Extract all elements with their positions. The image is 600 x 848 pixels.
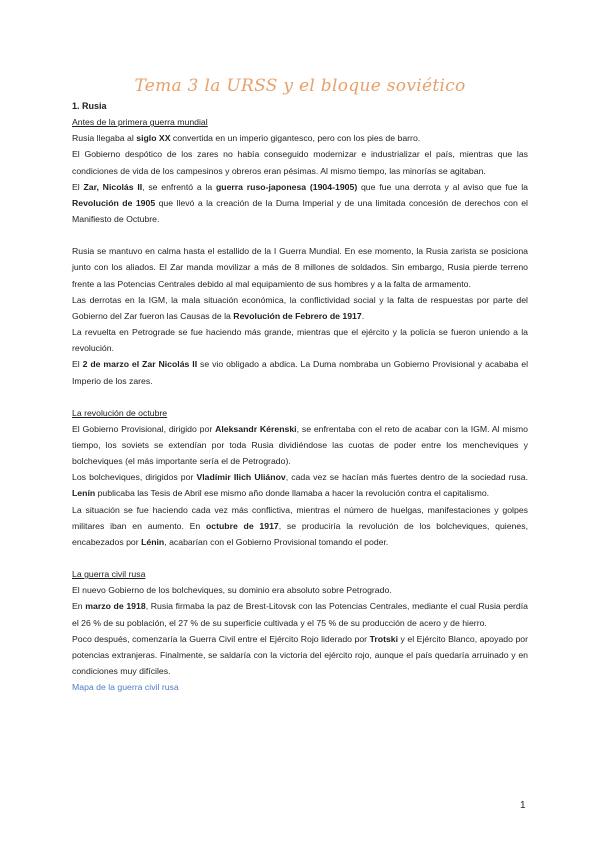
text-run: La situación se fue haciendo cada vez más conflictiva, mientras el número de huelgas, manifestaciones y golpes militares iban en aumento. En [72, 504, 528, 531]
page-number: 1 [520, 800, 526, 811]
map-link[interactable]: Mapa de la guerra civil rusa [72, 682, 179, 693]
section-gap [72, 550, 528, 566]
text-run: que llevó a la creación de la Duma Imperial y de una limitada concesión de derechos con el Manifiesto de Octubre. [72, 197, 528, 225]
text-run: Poco después, comenzaría la Guerra Civil entre el Ejército Rojo liderado por [72, 633, 370, 644]
section-gap [72, 389, 528, 405]
text-run: El Gobierno Provisional, dirigido por [72, 423, 216, 434]
document-title: Tema 3 la URSS y el bloque soviético [134, 76, 466, 96]
paragraph [72, 146, 528, 178]
paragraph [72, 421, 528, 469]
bold-text: Revolución de Febrero de 1917 [233, 310, 362, 321]
text-run: , se produciría la revolución de los bolcheviques, quienes, encabezados por [72, 520, 528, 547]
paragraph [72, 243, 528, 291]
bold-text: siglo XX [136, 133, 171, 144]
section-heading: 1. Rusia [72, 101, 107, 111]
bold-text: Revolución de 1905 [72, 197, 156, 208]
text-run: , cada vez se hacían más fuertes dentro de la sociedad rusa. [285, 472, 528, 483]
subsection-title: La guerra civil rusa [72, 569, 146, 580]
bold-text: Aleksandr Kérenski [215, 423, 297, 434]
bold-text: Zar, Nicolás II [83, 181, 143, 192]
paragraph [72, 502, 528, 550]
bold-text: Lenín [72, 488, 96, 499]
paragraph [72, 356, 528, 388]
text-run: Rusia se mantuvo en calma hasta el estallido de la I Guerra Mundial. En ese momento, la Rusia zarista se posiciona junto con los aliados. El Zar manda movilizar a más de 8 millones de soldados. Sin embargo, Rusia pierde terreno frente a las Potencias Centrales debido al mal equipamiento de sus hombres y a la falta de armamento. [72, 246, 528, 289]
bold-text: marzo de 1918 [85, 601, 146, 612]
text-run: El [72, 359, 83, 370]
text-run: . [361, 310, 365, 321]
text-run: , se enfrentó a la [142, 181, 216, 192]
text-run: se vio obligado a abdica. La Duma nombraba un Gobierno Provisional y acababa el Imperio de los zares. [72, 359, 528, 386]
text-run: , acabarían con el Gobierno Provisional tomando el poder. [164, 536, 389, 547]
text-run: En [72, 601, 86, 612]
text-run: Las derrotas en la IGM, la mala situación económica, la conflictividad social y la falta de respuestas por parte del Gobierno del Zar fueron las Causas de la [72, 294, 528, 321]
text-run: La revuelta en Petrograde se fue haciendo más grande, mientras que el ejército y la policía se fueron uniendo a la revolución. [72, 327, 528, 354]
subsection-title: Antes de la primera guerra mundial [72, 117, 208, 128]
paragraph [72, 130, 528, 146]
text-run: que fue una derrota y al aviso que fue la [357, 181, 529, 192]
text-run: , Rusia firmaba la paz de Brest-Litovsk con las Potencias Centrales, mediante el cual Rusia perdía el 26 % de su población, el 27 % de su superficie cultivada y el 75 % de su producción de acero y de hierro. [72, 601, 529, 628]
text-run: Los bolcheviques, dirigidos por [72, 472, 197, 483]
text-run: , se enfrentaba con el reto de acabar con la IGM. Al mismo tiempo, los soviets se extendían por toda Rusia dividiéndose las cuotas de poder entre los mencheviques y bolcheviques (el más importante sería el de Petrogrado). [72, 423, 528, 467]
text-run: El Gobierno despótico de los zares no había conseguido modernizar e industrializar el país, mientras que las condiciones de vida de los campesinos y obreros eran pésimas. Al mismo tiempo, las minorías se agitaban. [72, 149, 528, 176]
paragraph [72, 179, 528, 227]
bold-text: Trotski [369, 633, 399, 644]
paragraph [72, 631, 528, 679]
text-run: publicaba las Tesis de Abril ese mismo año donde llamaba a hacer la revolución contra el capitalismo. [95, 488, 490, 499]
text-run: El [72, 181, 84, 192]
bold-text: guerra ruso-japonesa (1904-1905) [215, 181, 358, 192]
document-body [72, 98, 528, 695]
paragraph [72, 598, 528, 630]
bold-text: Vladímir Ilich Uliánov [196, 472, 286, 483]
paragraph [72, 582, 528, 598]
bold-text: octubre de 1917 [205, 520, 279, 531]
text-run: convertida en un imperio gigantesco, pero con los pies de barro. [170, 133, 421, 144]
paragraph [72, 292, 528, 324]
text-run: El nuevo Gobierno de los bolcheviques, su dominio era absoluto sobre Petrogrado. [72, 585, 392, 596]
paragraph [72, 469, 528, 501]
text-run: Rusia llegaba al [72, 133, 137, 144]
subsection-title: La revolución de octubre [72, 407, 168, 418]
text-run: y el Ejército Blanco, apoyado por potencias extranjeras. Finalmente, se saldaría con la victoria del ejército rojo, aunque el país quedaría arruinado y en condiciones muy difíciles. [72, 633, 528, 676]
bold-text: Lénin [141, 536, 165, 547]
paragraph [72, 324, 528, 356]
paragraph-gap [72, 227, 528, 243]
bold-text: 2 de marzo el Zar Nicolás II [82, 359, 198, 370]
